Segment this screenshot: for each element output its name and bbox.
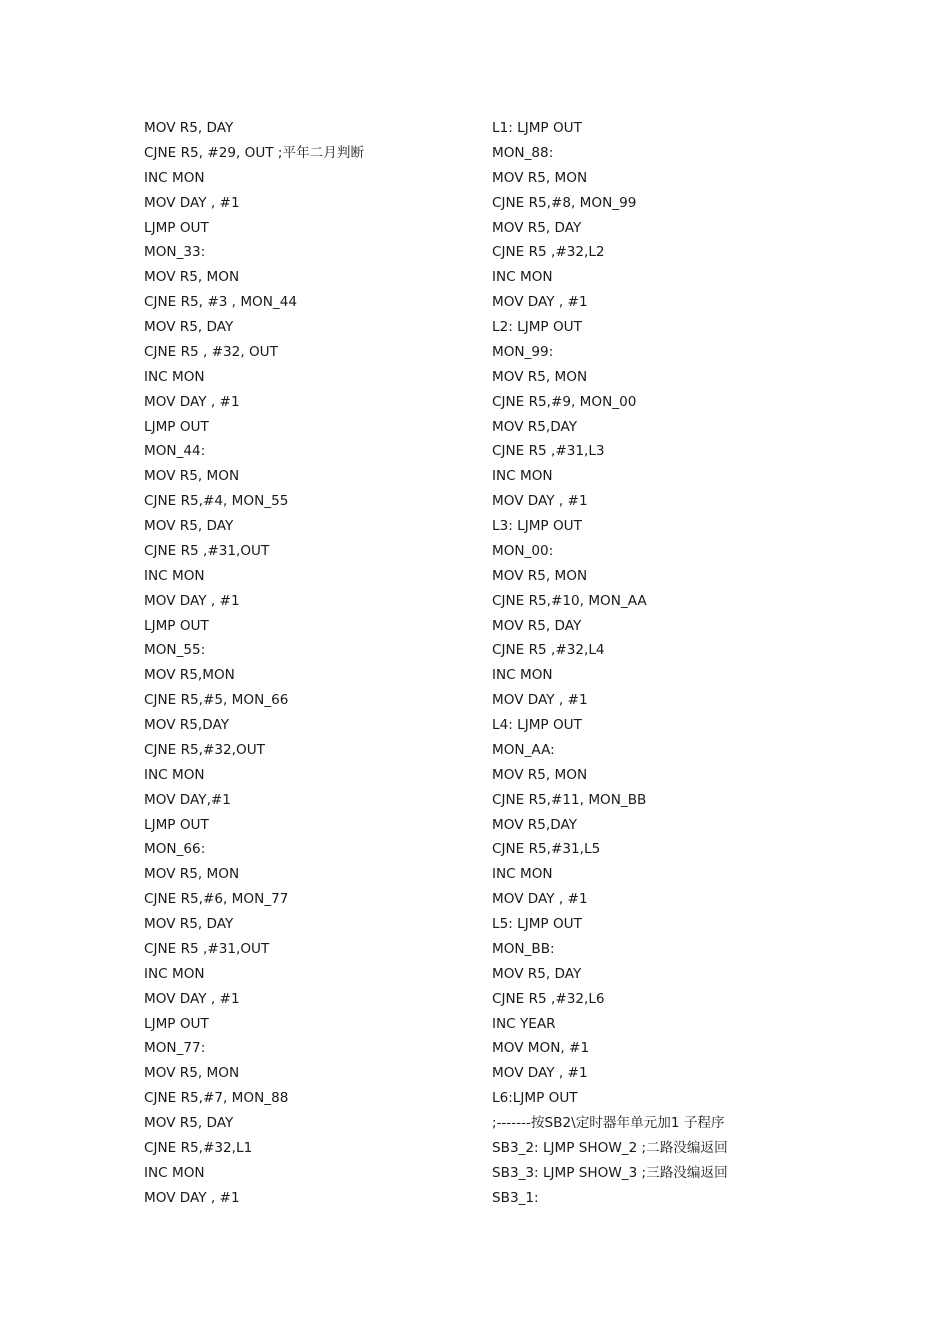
- code-line: MOV MON, #1: [492, 1040, 590, 1057]
- code-line: MOV R5, MON: [492, 766, 588, 783]
- code-line: MOV DAY , #1: [144, 393, 240, 410]
- code-line: MON_44:: [144, 443, 206, 460]
- code-line: INC MON: [144, 965, 205, 982]
- code-line: CJNE R5,#9, MON_00: [492, 393, 637, 410]
- code-line: MOV DAY , #1: [144, 1189, 240, 1206]
- code-line: SB3_2: LJMP SHOW_2 ;二路没编返回: [492, 1139, 728, 1156]
- code-line: MOV R5, DAY: [492, 965, 582, 982]
- code-line: SB3_1:: [492, 1189, 539, 1206]
- code-line: MOV R5, DAY: [144, 518, 234, 534]
- code-line: CJNE R5,#32,L1: [144, 1139, 253, 1156]
- code-line: INC MON: [492, 269, 553, 286]
- code-line: L3: LJMP OUT: [492, 518, 582, 534]
- code-line: MOV R5,MON: [144, 667, 235, 684]
- code-line: LJMP OUT: [144, 1015, 209, 1032]
- code-line: MOV DAY , #1: [492, 692, 588, 709]
- code-line: CJNE R5, #3 , MON_44: [144, 294, 298, 311]
- code-line: MON_BB:: [492, 940, 555, 957]
- code-line: MOV R5, MON: [144, 269, 240, 286]
- code-line: MOV DAY,#1: [144, 791, 231, 808]
- code-line: INC YEAR: [492, 1015, 556, 1032]
- code-line: MOV R5, MON: [492, 169, 588, 186]
- code-line: MOV DAY , #1: [492, 1065, 588, 1082]
- code-column-right: [492, 116, 792, 1211]
- code-line: L2: LJMP OUT: [492, 319, 582, 335]
- code-line: MOV DAY , #1: [144, 990, 240, 1007]
- code-line: L6:LJMP OUT: [492, 1090, 578, 1107]
- code-line: MOV DAY , #1: [492, 493, 588, 510]
- code-line: CJNE R5,#7, MON_88: [144, 1090, 289, 1107]
- code-line: MON_77:: [144, 1040, 206, 1057]
- code-line: CJNE R5 ,#31,OUT: [144, 940, 270, 957]
- code-line: MON_66:: [144, 841, 206, 858]
- code-line: INC MON: [492, 667, 553, 684]
- code-column-left: [144, 116, 474, 1211]
- code-line: CJNE R5,#10, MON_AA: [492, 592, 647, 609]
- code-line: CJNE R5,#4, MON_55: [144, 493, 289, 510]
- code-line: CJNE R5,#5, MON_66: [144, 692, 289, 709]
- code-line: LJMP OUT: [144, 219, 209, 236]
- code-line: LJMP OUT: [144, 617, 209, 634]
- code-line: LJMP OUT: [144, 816, 209, 833]
- code-line: MOV R5, MON: [144, 1065, 240, 1082]
- code-line: MOV R5, DAY: [144, 1115, 234, 1131]
- code-line: CJNE R5,#11, MON_BB: [492, 791, 647, 808]
- code-line: CJNE R5 ,#31,L3: [492, 443, 605, 460]
- code-line: CJNE R5,#31,L5: [492, 841, 601, 858]
- code-line: MON_55:: [144, 642, 206, 659]
- code-line: SB3_3: LJMP SHOW_3 ;三路没编返回: [492, 1164, 728, 1181]
- code-line: MOV R5, MON: [492, 368, 588, 385]
- code-line: CJNE R5 ,#32,L2: [492, 244, 605, 261]
- code-line: LJMP OUT: [144, 418, 209, 435]
- code-line: L1: LJMP OUT: [492, 120, 582, 136]
- code-line: MOV DAY , #1: [492, 891, 588, 908]
- code-line: MON_AA:: [492, 741, 555, 758]
- code-line: INC MON: [144, 1164, 205, 1181]
- code-line: MOV DAY , #1: [144, 194, 240, 211]
- code-line: MOV R5, DAY: [492, 617, 582, 634]
- code-line: L4: LJMP OUT: [492, 717, 582, 733]
- code-line: MON_00:: [492, 542, 554, 559]
- code-line: CJNE R5,#8, MON_99: [492, 194, 637, 211]
- code-line: MOV R5,DAY: [492, 418, 578, 435]
- code-line: MOV R5, DAY: [144, 916, 234, 932]
- code-line: ;-------按SB2\定时器年单元加1 子程序: [492, 1115, 725, 1131]
- code-line: CJNE R5, #29, OUT ;平年二月判断: [144, 144, 365, 161]
- code-line: MON_33:: [144, 244, 206, 261]
- code-line: MOV R5, DAY: [144, 319, 234, 335]
- code-line: CJNE R5 ,#32,L6: [492, 990, 605, 1007]
- code-line: INC MON: [492, 468, 553, 485]
- code-line: CJNE R5,#6, MON_77: [144, 891, 289, 908]
- code-line: MOV DAY , #1: [144, 592, 240, 609]
- code-line: MOV R5, DAY: [144, 120, 234, 136]
- code-line: MOV R5, MON: [144, 866, 240, 883]
- code-line: MOV DAY , #1: [492, 294, 588, 311]
- code-line: MOV R5, MON: [144, 468, 240, 485]
- code-line: INC MON: [144, 766, 205, 783]
- code-line: CJNE R5 , #32, OUT: [144, 343, 278, 360]
- code-line: INC MON: [144, 169, 205, 186]
- code-line: INC MON: [144, 368, 205, 385]
- code-line: INC MON: [492, 866, 553, 883]
- code-line: MOV R5,DAY: [144, 717, 230, 733]
- code-line: CJNE R5,#32,OUT: [144, 741, 265, 758]
- code-line: INC MON: [144, 567, 205, 584]
- code-line: MOV R5, DAY: [492, 219, 582, 236]
- code-line: MOV R5, MON: [492, 567, 588, 584]
- code-line: MOV R5,DAY: [492, 816, 578, 833]
- code-line: L5: LJMP OUT: [492, 916, 582, 932]
- code-line: CJNE R5 ,#31,OUT: [144, 542, 270, 559]
- code-line: MON_99:: [492, 343, 554, 360]
- code-line: CJNE R5 ,#32,L4: [492, 642, 605, 659]
- code-line: MON_88:: [492, 144, 554, 161]
